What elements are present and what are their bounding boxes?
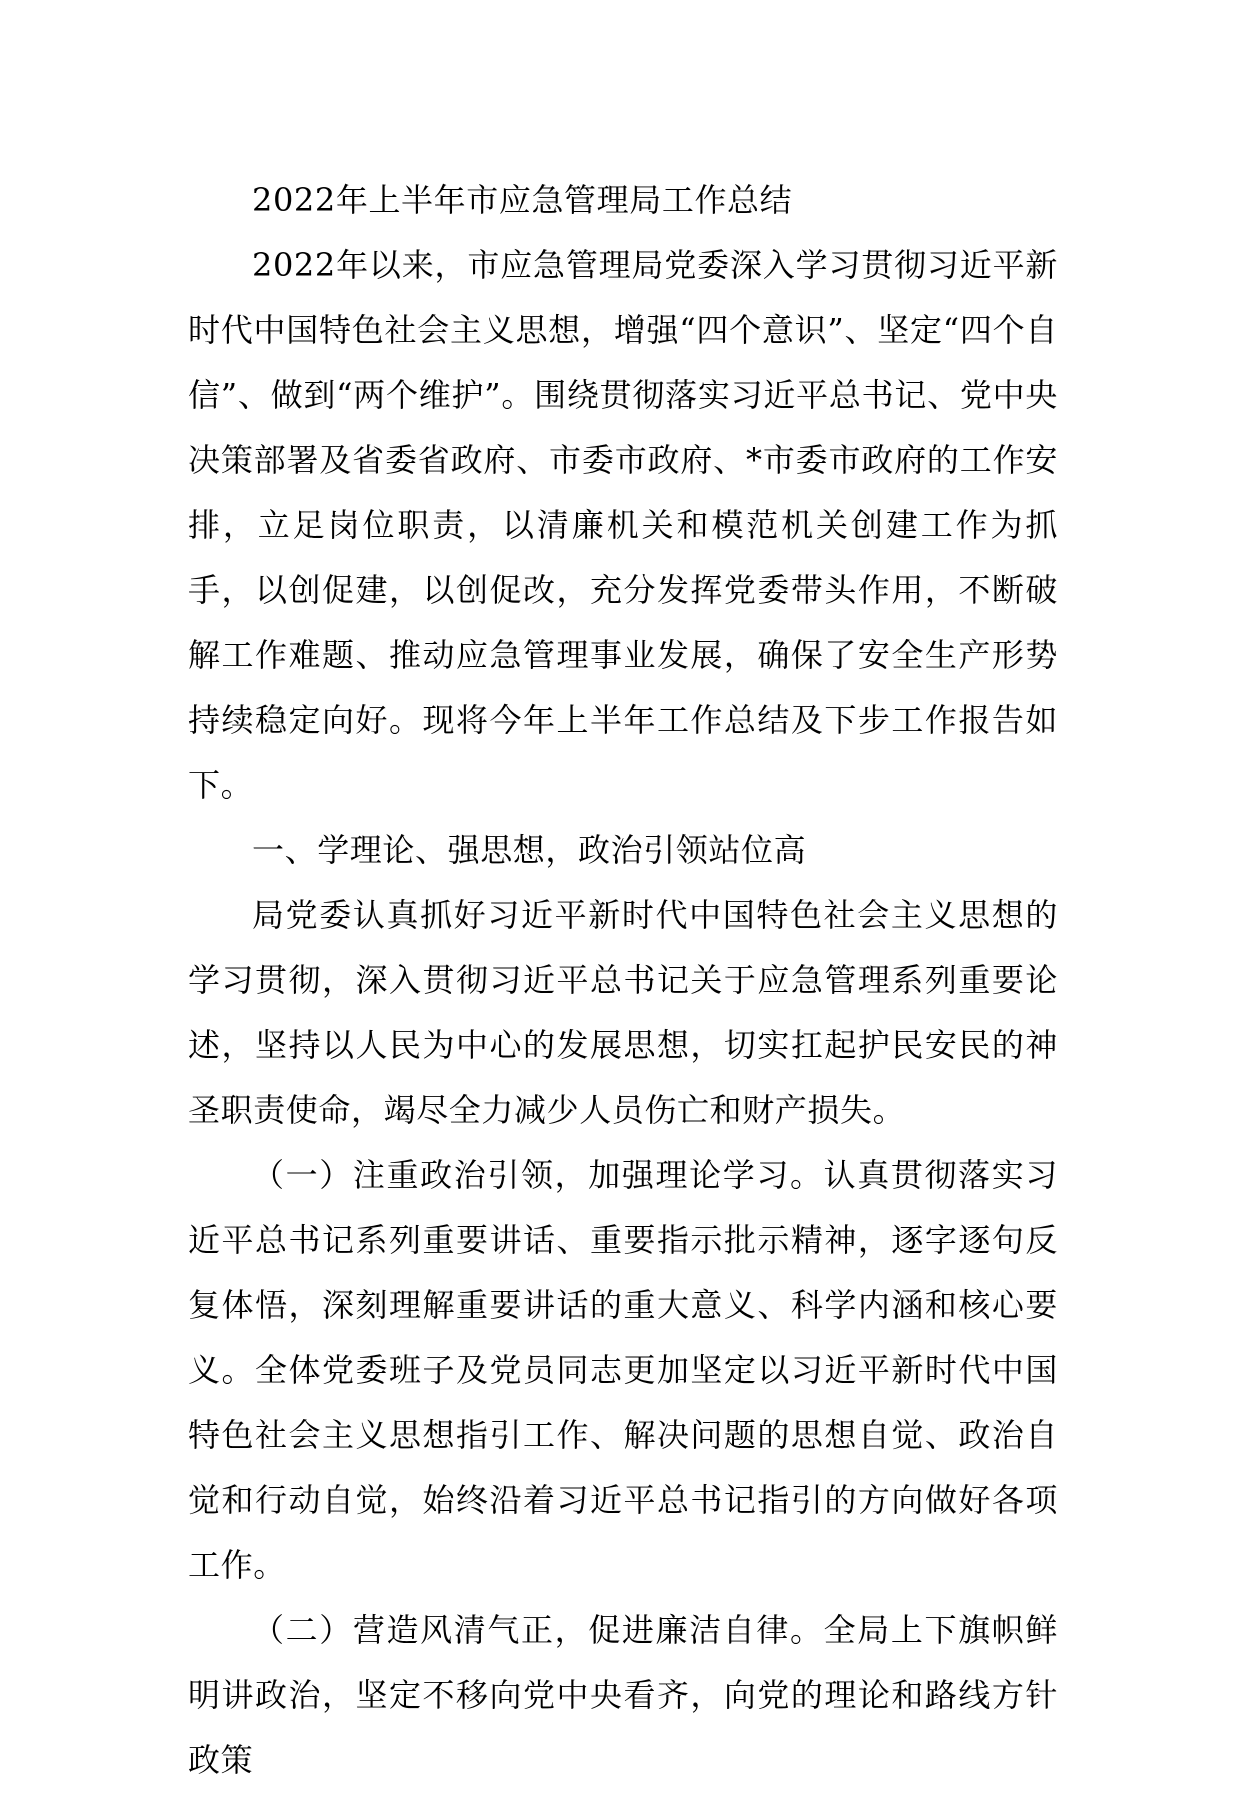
section-heading-1: 一、学理论、强思想，政治引领站位高	[252, 831, 807, 869]
paragraph-intro: 2022年以来，市应急管理局党委深入学习贯彻习近平新时代中国特色社会主义思想，增强“四个意识”、坚定“四个自信”、做到“两个维护”。围绕贯彻落实习近平总书记、党中央决策部署及省委省政府、市委市政府、*市委市政府的工作安排，立足岗位职责，以清廉机关和模范机关创建工作为抓手，以创促建，以创促改，充分发挥党委带头作用，不断破解工作难题、推动应急管理事业发展，确保了安全生产形势持续稳定向好。现将今年上半年工作总结及下步工作报告如下。	[188, 246, 1058, 804]
paragraph-section-1: 局党委认真抓好习近平新时代中国特色社会主义思想的学习贯彻，深入贯彻习近平总书记关于应急管理系列重要论述，坚持以人民为中心的发展思想，切实扛起护民安民的神圣职责使命，竭尽全力减少人员伤亡和财产损失。	[188, 896, 1058, 1129]
paragraph-item-2: （二）营造风清气正，促进廉洁自律。全局上下旗帜鲜明讲政治，坚定不移向党中央看齐，向党的理论和路线方针政策	[188, 1611, 1058, 1779]
document-page	[188, 168, 1058, 1793]
paragraph-item-1: （一）注重政治引领，加强理论学习。认真贯彻落实习近平总书记系列重要讲话、重要指示批示精神，逐字逐句反复体悟，深刻理解重要讲话的重大意义、科学内涵和核心要义。全体党委班子及党员同志更加坚定以习近平新时代中国特色社会主义思想指引工作、解决问题的思想自觉、政治自觉和行动自觉，始终沿着习近平总书记指引的方向做好各项工作。	[188, 1156, 1058, 1584]
document-title: 2022年上半年市应急管理局工作总结	[252, 181, 793, 219]
